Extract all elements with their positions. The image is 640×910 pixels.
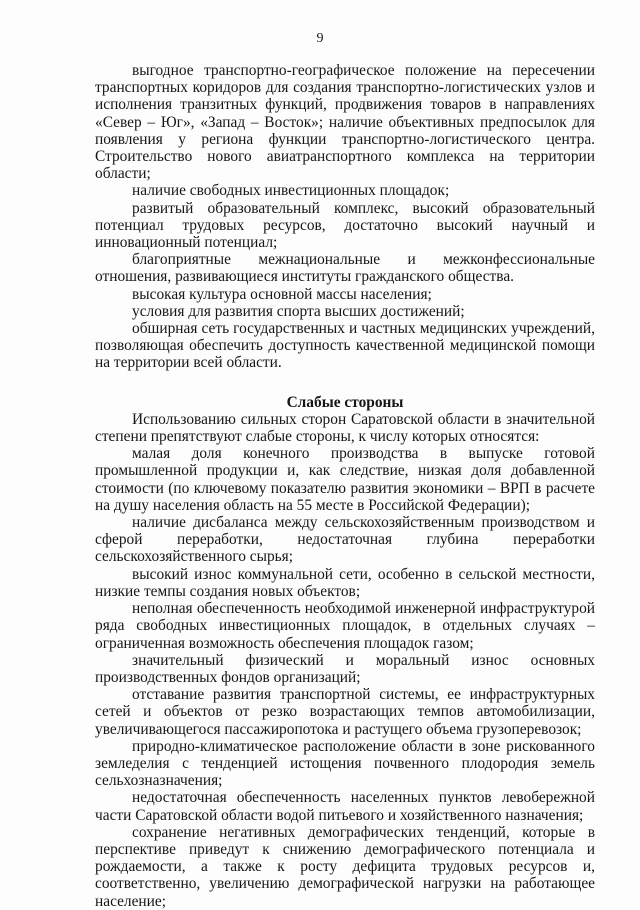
weaknesses-intro: Использованию сильных сторон Саратовской области в значительной степени препятствуют слабые стороны, к числу которых относятся: <box>95 410 595 446</box>
weakness-item-climate: природно-климатическое расположение области в зоне рискованного земледелия с тенденцией истощения почвенного плодородия земель сельхозназначения; <box>95 737 595 790</box>
strength-item-education: развитый образовательный комплекс, высокий образовательный потенциал трудовых ресурсов, достаточно высокий научный и инновационный потенциал; <box>95 199 595 252</box>
strength-item-culture: высокая культура основной массы населения; <box>132 285 432 303</box>
weakness-item-final-production: малая доля конечного производства в выпуске готовой промышленной продукции и, как следствие, низкая доля добавленной стоимости (по ключевому показателю развития экономики – ВРП в расчете на душу населения область на 55 месте в Российской Федерации); <box>95 445 595 514</box>
weakness-item-demography: сохранение негативных демографических тенденций, которые в перспективе приведут к снижению демографического потенциала и рождаемости, а также к росту дефицита трудовых ресурсов и, соответственно, увеличению демографической нагрузки на работающее население; <box>95 823 595 910</box>
strength-item-interethnic-relations: благоприятные межнациональные и межконфессиональные отношения, развивающиеся институты гражданского общества. <box>95 251 595 286</box>
document-body <box>95 62 595 910</box>
section-heading-weaknesses: Слабые стороны <box>286 393 404 411</box>
strength-item-medical-network: обширная сеть государственных и частных медицинских учреждений, позволяющая обеспечить доступность качественной медицинской помощи на территории всей области. <box>95 320 595 372</box>
page-number: 9 <box>316 31 324 46</box>
weakness-item-infrastructure: неполная обеспеченность необходимой инженерной инфраструктурой ряда свободных инвестиционных площадок, в отдельных случаях – ограниченная возможность обеспечения площадок газом; <box>95 600 595 652</box>
strength-item-investment-sites: наличие свободных инвестиционных площадок; <box>132 182 450 200</box>
weakness-item-utility-wear: высокий износ коммунальной сети, особенно в сельской местности, низкие темпы создания новых объектов; <box>95 565 595 600</box>
strength-item-transport: выгодное транспортно-географическое положение на пересечении транспортных коридоров для создания транспортно-логистических узлов и исполнения транзитных функций, продвижения товаров в направлениях «Север – Юг», «Запад – Восток»; наличие объективных предпосылок для появления у региона функции транспортно-логистического центра. Строительство нового авиатранспортного комплекса на территории области; <box>95 62 595 183</box>
weakness-item-fixed-assets: значительный физический и моральный износ основных производственных фондов организаций; <box>95 651 595 686</box>
strength-item-sports: условия для развития спорта высших достижений; <box>132 302 465 320</box>
weakness-item-water-supply: недостаточная обеспеченность населенных пунктов левобережной части Саратовской области водой питьевого и хозяйственного назначения; <box>95 789 595 824</box>
weakness-item-transport-lag: отставание развития транспортной системы, ее инфраструктурных сетей и объектов от резко возрастающих темпов автомобилизации, увеличивающегося пассажиропотока и растущего объема грузоперевозок; <box>95 686 595 738</box>
weakness-item-agro-processing: наличие дисбаланса между сельскохозяйственным производством и сферой переработки, недостаточная глубина переработки сельскохозяйственного сырья; <box>95 514 595 566</box>
